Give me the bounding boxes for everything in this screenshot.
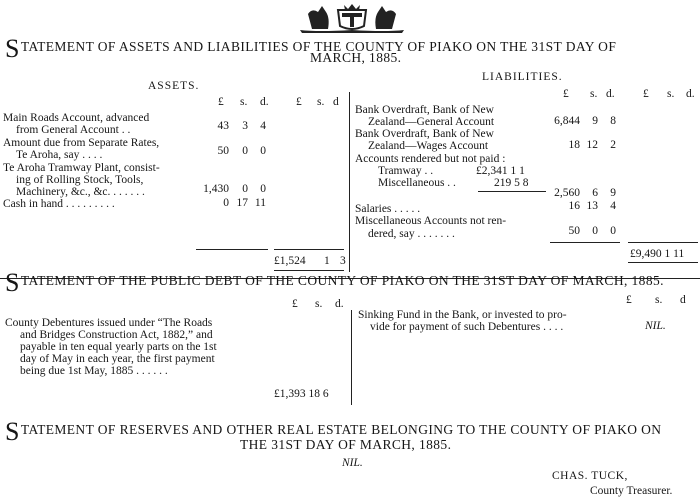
asset-amt-pounds: 0	[223, 197, 229, 209]
liab-amt-pounds: 2,560	[554, 187, 580, 199]
liab-tramway-amt: £2,341 1 1	[476, 165, 525, 177]
title-line1: TATEMENT OF ASSETS AND LIABILITIES OF THE COUNTY OF PIAKO ON THE 31ST DAY OF	[20, 39, 617, 54]
liab-accounts-subtotal-rule	[478, 191, 546, 192]
debt-line-1: County Debentures issued under “The Roads	[5, 317, 213, 329]
liab-amt-pounds: 16	[568, 200, 580, 212]
liab-total-rule-right	[628, 242, 698, 243]
liab-misc-amt: 219 5 8	[494, 177, 529, 189]
liab-col1-pound: £	[563, 88, 569, 100]
liab-col2-shilling: s.	[667, 88, 675, 100]
title-initial: S	[5, 34, 20, 63]
debt-line-2: and Bridges Construction Act, 1882,” and	[20, 329, 213, 341]
liab-misc-label: Miscellaneous . .	[378, 177, 456, 189]
liab-amt-shillings: 9	[592, 115, 598, 127]
statement-public-debt-title	[5, 268, 664, 298]
liab-amt-pounds: 18	[568, 139, 580, 151]
liab-total-underline	[628, 262, 698, 263]
reserves-nil: NIL.	[342, 457, 363, 469]
assets-col2-shilling: s.	[317, 96, 325, 108]
asset-amt-shillings: 3	[242, 120, 248, 132]
asset-amt-pence: 11	[254, 197, 266, 209]
assets-col1-pence: d.	[260, 96, 269, 108]
asset-amt-pence: 4	[260, 120, 266, 132]
debt-line-4: day of May in each year, the first payment	[20, 353, 215, 365]
coat-of-arms-emblem	[298, 2, 406, 34]
debt-col-pound: £	[292, 298, 298, 310]
asset-row-tramway-2: ing of Rolling Stock, Tools,	[16, 174, 144, 186]
asset-amt-pounds: 1,430	[203, 183, 229, 195]
assets-col2-pence: d	[333, 96, 339, 108]
debt-line-5: being due 1st May, 1885 . . . . . .	[20, 365, 168, 377]
liab-total-rule	[550, 242, 620, 243]
sinking-line-2: vide for payment of such Debentures . . . .	[370, 321, 564, 333]
liab-bank1-line2: Zealand—General Account	[368, 116, 495, 128]
assets-col1-pound: £	[218, 96, 224, 108]
asset-amt-shillings: 0	[242, 183, 248, 195]
liab-bank2-line2: Zealand—Wages Account	[368, 140, 489, 152]
liab-bank2-line1: Bank Overdraft, Bank of New	[355, 128, 494, 140]
assets-total-rule-right	[274, 249, 344, 250]
debt-amount: £1,393 18 6	[274, 388, 329, 400]
assets-total-rule	[196, 249, 268, 250]
liab-amt-pence: 2	[610, 139, 616, 151]
title-initial: S	[5, 268, 20, 297]
asset-amt-shillings: 17	[236, 197, 248, 209]
liab-amt-shillings: 0	[592, 225, 598, 237]
title-initial: S	[5, 417, 20, 446]
liab-tramway-label: Tramway . .	[378, 165, 434, 177]
asset-amt-pence: 0	[260, 145, 266, 157]
assets-total-pence: 3	[340, 255, 346, 267]
liab-amt-pence: 9	[610, 187, 616, 199]
asset-row-tramway-1: Te Aroha Tramway Plant, consist-	[3, 162, 160, 174]
liab-col1-pence: d.	[606, 88, 615, 100]
asset-row-cash: Cash in hand . . . . . . . . .	[3, 198, 115, 210]
asset-row-rates-2: Te Aroha, say . . . .	[16, 149, 103, 161]
sinking-col-shilling: s.	[655, 294, 663, 306]
debt-col-pence: d.	[335, 298, 344, 310]
title-line1: TATEMENT OF RESERVES AND OTHER REAL ESTATE BELONGING TO THE COUNTY OF PIAKO ON	[20, 422, 662, 437]
debt-divider	[351, 310, 352, 405]
liab-amt-pence: 8	[610, 115, 616, 127]
treasurer-title: County Treasurer.	[590, 485, 673, 497]
liabilities-total: £9,490 1 11	[630, 248, 685, 260]
debt-line-3: payable in ten equal yearly parts on the 1st	[20, 341, 217, 353]
liab-amt-shillings: 6	[592, 187, 598, 199]
liab-amt-shillings: 12	[586, 139, 598, 151]
liab-amt-pounds: 50	[568, 225, 580, 237]
liab-salaries-label: Salaries . . . . .	[355, 203, 421, 215]
sinking-col-pound: £	[626, 294, 632, 306]
asset-row-main-roads-1: Main Roads Account, advanced	[3, 112, 150, 124]
title-text: TATEMENT OF THE PUBLIC DEBT OF THE COUNTY OF PIAKO ON THE 31ST DAY OF MARCH, 1885.	[20, 273, 664, 288]
asset-amt-pounds: 43	[217, 120, 229, 132]
asset-row-main-roads-2: from General Account . .	[16, 124, 131, 136]
liab-misc2-line2: dered, say . . . . . . .	[368, 228, 455, 240]
sinking-col-pence: d	[680, 294, 686, 306]
assets-col1-shilling: s.	[240, 96, 248, 108]
sinking-line-1: Sinking Fund in the Bank, or invested to pro-	[358, 309, 567, 321]
liab-accounts-label: Accounts rendered but not paid :	[355, 153, 506, 165]
liab-amt-shillings: 13	[586, 200, 598, 212]
assets-heading: ASSETS.	[148, 80, 200, 92]
treasurer-name: CHAS. TUCK,	[552, 470, 628, 482]
liab-amt-pence: 0	[610, 225, 616, 237]
asset-amt-shillings: 0	[242, 145, 248, 157]
sinking-amount: NIL.	[645, 320, 666, 332]
debt-col-shilling: s.	[315, 298, 323, 310]
liab-amt-pence: 4	[610, 200, 616, 212]
asset-row-rates-1: Amount due from Separate Rates,	[3, 137, 160, 149]
liab-misc2-line1: Miscellaneous Accounts not ren-	[355, 215, 507, 227]
assets-liabilities-divider	[349, 92, 350, 272]
liab-bank1-line1: Bank Overdraft, Bank of New	[355, 104, 494, 116]
liabilities-heading: LIABILITIES.	[482, 71, 563, 83]
liab-col2-pence: d.	[686, 88, 695, 100]
asset-row-tramway-3: Machinery, &c., &c. . . . . . .	[16, 186, 145, 198]
assets-total-shillings: 1	[324, 255, 330, 267]
title-line2: THE 31ST DAY OF MARCH, 1885.	[240, 437, 452, 452]
title-line2: MARCH, 1885.	[310, 50, 402, 65]
assets-col2-pound: £	[296, 96, 302, 108]
liab-amt-pounds: 6,844	[554, 115, 580, 127]
liab-col2-pound: £	[643, 88, 649, 100]
asset-amt-pounds: 50	[217, 145, 229, 157]
liab-col1-shilling: s.	[590, 88, 598, 100]
assets-total-pounds: £1,524	[274, 255, 306, 267]
asset-amt-pence: 0	[260, 183, 266, 195]
